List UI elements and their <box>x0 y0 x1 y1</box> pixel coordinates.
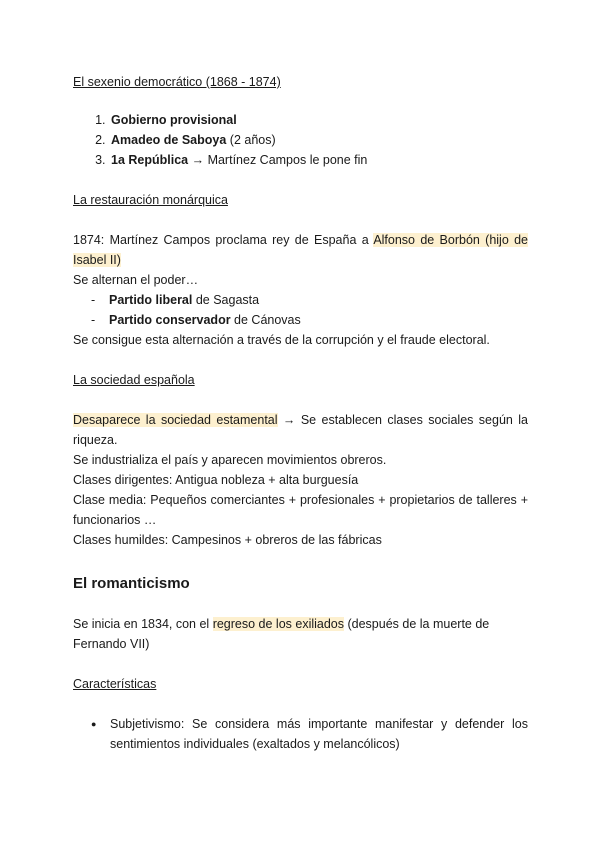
caracteristicas-list <box>73 714 528 754</box>
list-item-rest: de Cánovas <box>230 313 301 327</box>
highlight-text: regreso de los exiliados <box>212 617 345 631</box>
list-item-bold: Amadeo de Saboya <box>111 133 227 147</box>
sociedad-paragraph-4: Clase media: Pequeños comerciantes + profesionales + propietarios de talleres + funcionarios … <box>73 493 528 527</box>
list-item <box>110 714 528 754</box>
caracteristicas-title: Características <box>73 677 157 691</box>
list-item-bold: 1a República <box>111 153 189 167</box>
sociedad-paragraph-1 <box>73 410 528 450</box>
bullet-label: Subjetivismo: <box>110 717 185 731</box>
paragraph-text: (después de la muerte de Fernando VII) <box>73 617 490 651</box>
restauracion-paragraph-1 <box>73 230 528 270</box>
restauracion-paragraph-3: Se consigue esta alternación a través de la corrupción y el fraude electoral. <box>73 333 490 347</box>
list-item-bold: Partido liberal <box>109 293 193 307</box>
list-item-rest: → Martínez Campos le pone fin <box>188 153 368 167</box>
list-item-bold: Partido conservador <box>109 313 231 327</box>
paragraph-text: Se inicia en 1834, con el <box>73 617 213 631</box>
sociedad-paragraph-2: Se industrializa el país y aparecen movimientos obreros. <box>73 453 387 467</box>
list-item <box>91 290 528 310</box>
highlight-text: Alfonso de Borbón (hijo de Isabel II) <box>73 233 528 267</box>
list-item <box>109 150 528 170</box>
restauracion-title: La restauración monárquica <box>73 193 228 207</box>
list-item-rest: de Sagasta <box>192 293 260 307</box>
romanticismo-paragraph-1 <box>73 614 528 654</box>
list-item-bold: Gobierno provisional <box>111 113 237 127</box>
sociedad-paragraph-3: Clases dirigentes: Antigua nobleza + alta burguesía <box>73 473 359 487</box>
paragraph-text: 1874: Martínez Campos proclama rey de España a <box>73 233 374 247</box>
sociedad-paragraph-5: Clases humildes: Campesinos + obreros de las fábricas <box>73 533 382 547</box>
list-item-rest: (2 años) <box>226 133 276 147</box>
list-item <box>109 110 528 130</box>
list-item <box>91 310 528 330</box>
document-page <box>73 72 528 754</box>
parties-list <box>73 290 528 330</box>
sociedad-title: La sociedad española <box>73 373 195 387</box>
sexenio-title: El sexenio democrático (1868 - 1874) <box>73 75 281 89</box>
restauracion-paragraph-2: Se alternan el poder… <box>73 273 199 287</box>
romanticismo-heading: El romanticismo <box>73 575 190 592</box>
list-item <box>109 130 528 150</box>
highlight-text: Desaparece la sociedad estamental <box>73 413 278 427</box>
sexenio-list <box>73 110 528 170</box>
paragraph-text: → Se establecen clases sociales según la riqueza. <box>73 413 528 447</box>
bullet-text: Se considera más importante manifestar y defender los sentimientos individuales (exaltados y melancólicos) <box>110 717 528 751</box>
